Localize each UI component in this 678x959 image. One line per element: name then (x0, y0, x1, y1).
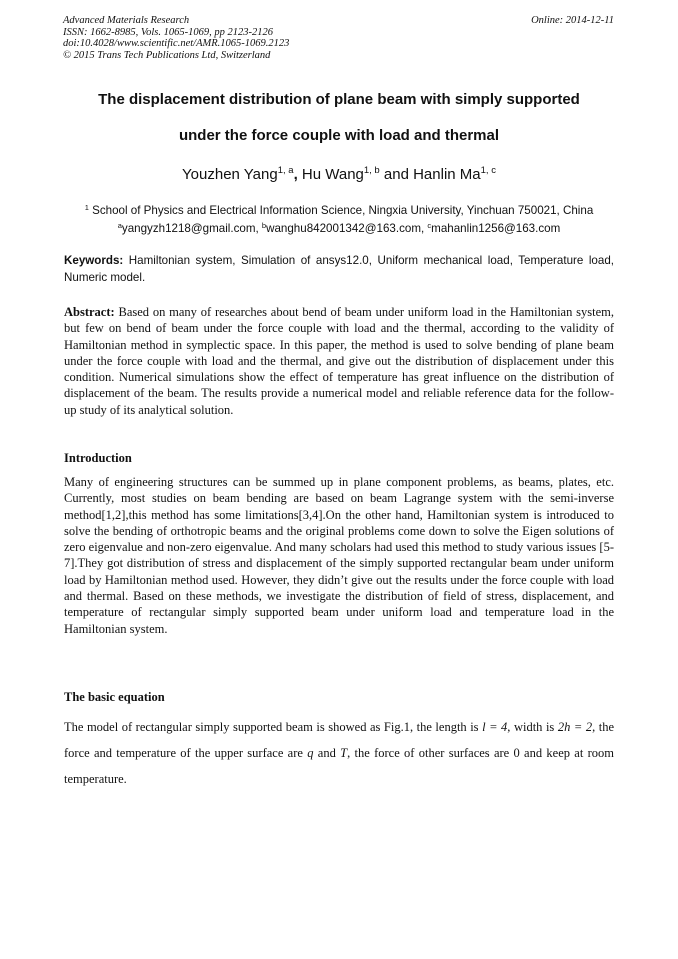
paper-title-line-2: under the force couple with load and thermal (178, 127, 500, 144)
basic-text-1: The model of rectangular simply supported beam is showed as Fig.1, the length is (64, 720, 483, 734)
author-3-affil: 1, c (480, 165, 496, 176)
keywords-paragraph (64, 252, 614, 286)
basic-equation-heading: The basic equation (64, 690, 165, 704)
email-list (40, 222, 638, 235)
email-c: mahanlin1256@163.com (431, 222, 561, 235)
author-1: Youzhen Yang (182, 166, 278, 183)
affiliation-text: School of Physics and Electrical Information Science, Ningxia University, Yinchuan 750021, China (88, 204, 594, 217)
basic-text-5: , the force of other surfaces are 0 and keep at room temperature. (64, 746, 614, 786)
paper-title-line-1: The displacement distribution of plane beam with simply supported (98, 91, 580, 108)
affiliation-mark: 1 (84, 203, 89, 212)
basic-equation-paragraph (64, 714, 614, 792)
force-variable: q (307, 746, 314, 760)
email-b-mark: b (261, 221, 267, 230)
author-2: Hu Wang (297, 166, 364, 183)
abstract-paragraph (64, 304, 614, 418)
keywords-label: Keywords: (64, 254, 124, 267)
abstract-label: Abstract: (64, 305, 115, 319)
keywords-text: Hamiltonian system, Simulation of ansys12.0, Uniform mechanical load, Temperature load, Numeric model. (64, 254, 614, 284)
email-c-mark: c (427, 221, 432, 230)
author-1-affil: 1, a (277, 165, 294, 176)
email-b: wanghu842001342@163.com, (266, 222, 428, 235)
email-a: yangyzh1218@gmail.com, (121, 222, 262, 235)
email-a-mark: a (117, 221, 122, 230)
basic-text-2: , width is (507, 720, 558, 734)
basic-text-4: and (313, 746, 341, 760)
copyright-line: © 2015 Trans Tech Publications Ltd, Switzerland (63, 49, 271, 61)
basic-text-3: , the force and temperature of the upper surface are (64, 720, 615, 760)
temperature-variable: T (340, 746, 348, 760)
abstract-text: Based on many of researches about bend of beam under uniform load in the Hamiltonian system, but few on bend of beam under the force couple with load and the thermal, according to the validity of Hamiltonian method in symplectic space. In this paper, the method is used to solve bending of plane beam under the force couple with load and the thermal, and give out the distribution of displacement under this condition. Numerical simulations show the effect of temperature has great influence on the distribution of displacement of the beam. The results provide a numerical model and reliable reference data for the follow-up study of its analytical solution. (64, 305, 614, 417)
doi-line: doi:10.4028/www.scientific.net/AMR.1065-1069.2123 (63, 38, 290, 49)
author-list (50, 166, 628, 183)
introduction-heading: Introduction (64, 451, 132, 465)
issn-line: ISSN: 1662-8985, Vols. 1065-1069, pp 2123-2126 (63, 26, 273, 38)
online-date: Online: 2014-12-11 (531, 15, 614, 26)
length-equation: l = 4 (482, 720, 508, 734)
journal-header (63, 15, 289, 61)
author-3: and Hanlin Ma (379, 166, 481, 183)
author-separator: , (293, 166, 298, 183)
journal-name: Advanced Materials Research (63, 15, 190, 26)
width-equation: 2h = 2 (557, 720, 593, 734)
affiliation (40, 204, 638, 217)
introduction-paragraph: Many of engineering structures can be summed up in plane component problems, as beams, plates, etc. Currently, most studies on beam bending are based on beam Lagrange system with the semi-inverse method[1,2],this method has some limitations[3,4].On the other hand, Hamiltonian system is introduced to solve the bending of orthotropic beams and the original problems come down to solve the Eigen solutions of zero eigenvalue and non-zero eigenvalue. And many scholars had used this method to study various issues [5-7].They got distribution of stress and displacement of the simply supported rectangular beam under uniform load by Hamiltonian method used. However, they didn’t give out the results under the force couple with load and thermal. Based on these methods, we investigate the distribution of field of stress, displacement, and temperature of rectangular simply supported beam under uniform load and temperature load in the Hamiltonian system. (64, 475, 614, 636)
author-2-affil: 1, b (363, 165, 380, 176)
